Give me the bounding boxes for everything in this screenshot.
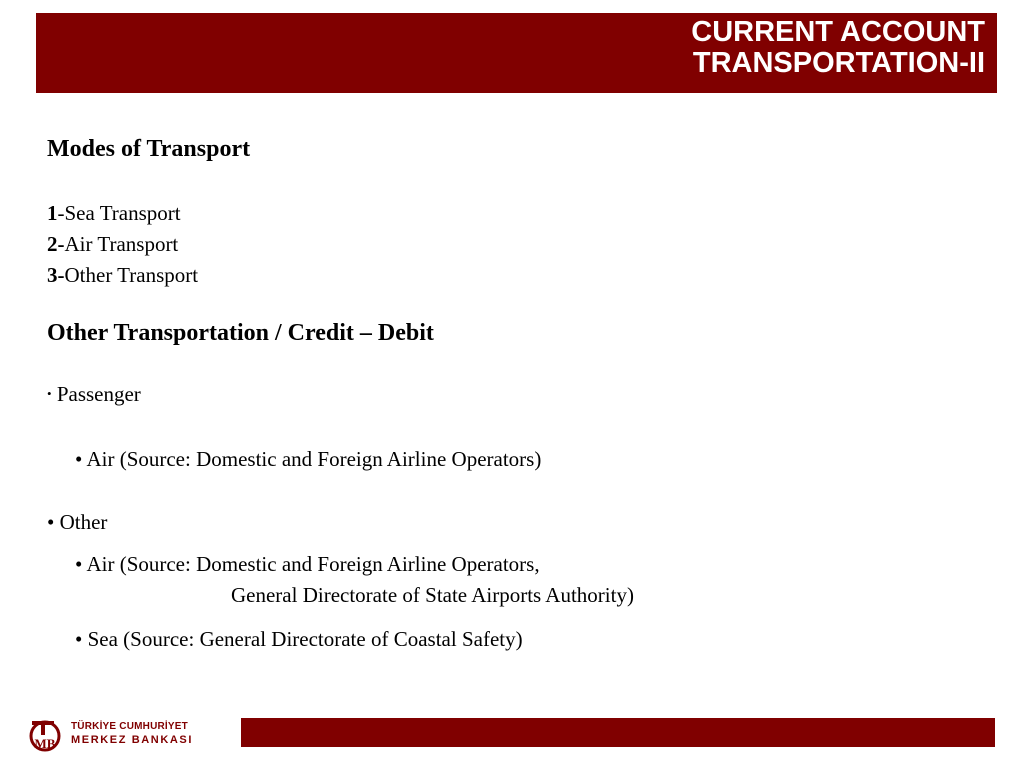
svg-text:MB: MB (34, 736, 56, 751)
bullet-icon: • (75, 552, 83, 576)
header-bar (36, 13, 997, 93)
central-bank-logo (28, 715, 193, 755)
mode-item-label: Air Transport (64, 232, 179, 256)
mode-item-1 (47, 201, 181, 226)
other-sea-item (75, 627, 523, 652)
mode-item-number: 2- (47, 232, 65, 256)
bullet-icon: • (47, 386, 52, 401)
passenger-label: Passenger (56, 382, 141, 406)
passenger-item (47, 382, 141, 407)
title-line-2: TRANSPORTATION-II (692, 47, 985, 79)
other-transport-heading: Other Transportation / Credit – Debit (47, 320, 434, 346)
modes-heading: Modes of Transport (47, 136, 251, 162)
other-sea-label: Sea (Source: General Directorate of Coastal Safety) (87, 627, 523, 651)
title-line-1: CURRENT ACCOUNT (691, 16, 985, 48)
bullet-icon: • (75, 447, 83, 471)
slide-title (691, 17, 985, 79)
mode-item-label: Other Transport (64, 263, 199, 287)
logo-line-2: MERKEZ BANKASI (71, 734, 194, 746)
other-label: Other (59, 510, 108, 534)
mode-item-sep: - (57, 201, 65, 225)
other-air-label-line2: General Directorate of State Airports Authority) (231, 583, 634, 607)
mode-item-number: 3- (47, 263, 65, 287)
footer-bar (241, 718, 995, 747)
passenger-air-label: Air (Source: Domestic and Foreign Airline Operators) (86, 447, 542, 471)
logo-line-1: TÜRKİYE CUMHURİYET (71, 721, 188, 732)
mode-item-2 (47, 232, 178, 257)
other-air-item (75, 552, 540, 577)
other-item (47, 510, 107, 535)
bullet-icon: • (47, 510, 55, 534)
mode-item-number: 1 (47, 201, 58, 225)
passenger-air-item (75, 447, 541, 472)
mode-item-3 (47, 263, 198, 288)
other-air-label-line1: Air (Source: Domestic and Foreign Airline Operators, (86, 552, 540, 576)
bullet-icon: • (75, 627, 83, 651)
tcmb-emblem-icon (28, 715, 68, 755)
mode-item-label: Sea Transport (64, 201, 181, 225)
